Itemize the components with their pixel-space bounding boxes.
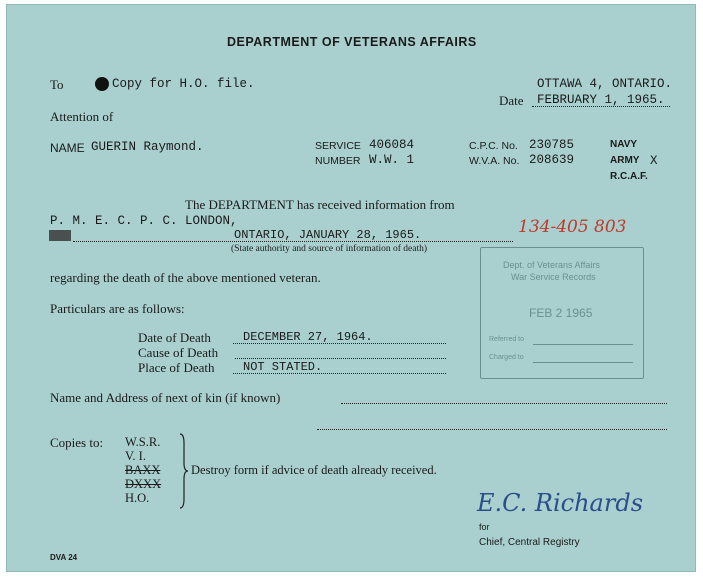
next-of-kin-line1 <box>341 403 667 404</box>
stamp-referred: Referred to <box>489 336 525 343</box>
to-value: Copy for H.O. file. <box>112 77 255 91</box>
attention-label: Attention of <box>50 109 114 124</box>
name-value: GUERIN Raymond. <box>91 140 204 154</box>
source-line2: ONTARIO, JANUARY 28, 1965. <box>234 228 422 242</box>
death-cause-label: Cause of Death <box>138 345 219 360</box>
wva-value: 208639 <box>529 153 575 167</box>
source-caption: (State authority and source of information of death) <box>231 244 428 254</box>
copy-item-wsr: W.S.R. <box>125 435 161 449</box>
info-intro: The DEPARTMENT has received information from <box>185 197 455 212</box>
copy-item-ho: H.O. <box>125 491 150 505</box>
signature-title: Chief, Central Registry <box>479 537 580 548</box>
stamp-date: FEB 2 1965 <box>529 306 593 320</box>
handwritten-signature: E.C. Richards <box>477 489 644 517</box>
brace-icon <box>177 433 189 509</box>
handwritten-reference: 134-405 803 <box>518 217 627 237</box>
death-cause-dotted-line <box>235 358 446 359</box>
copy-item-struck-2: DXXX <box>125 477 162 491</box>
death-date-value: DECEMBER 27, 1964. <box>243 330 373 344</box>
form-code: DVA 24 <box>50 553 78 562</box>
stamp-line2: War Service Records <box>511 272 596 282</box>
branch-navy: NAVY <box>610 139 638 150</box>
death-place-value: NOT STATED. <box>243 360 323 374</box>
wva-label: W.V.A. No. <box>469 155 520 167</box>
number-value: W.W. 1 <box>369 153 415 167</box>
cpc-value: 230785 <box>529 138 575 152</box>
date-label: Date <box>499 93 524 108</box>
regarding-text: regarding the death of the above mentioned veteran. <box>50 270 321 285</box>
signature-for: for <box>479 522 490 532</box>
branch-rcaf: R.C.A.F. <box>610 171 648 182</box>
name-label: NAME <box>50 141 85 155</box>
stamp-line1: Dept. of Veterans Affairs <box>503 260 600 270</box>
branch-army: ARMY <box>610 155 640 166</box>
particulars-heading: Particulars are as follows: <box>50 301 185 316</box>
number-label: NUMBER <box>315 155 361 167</box>
next-of-kin-label: Name and Address of next of kin (if known) <box>50 390 281 405</box>
copies-label: Copies to: <box>50 435 104 450</box>
copy-item-vi: V. I. <box>125 449 146 463</box>
copies-note: Destroy form if advice of death already received. <box>191 463 437 477</box>
source-line1: P. M. E. C. P. C. LONDON, <box>50 214 238 228</box>
service-label: SERVICE <box>315 140 361 152</box>
service-value: 406084 <box>369 138 415 152</box>
next-of-kin-line2 <box>317 429 667 430</box>
received-stamp <box>480 247 644 379</box>
death-place-label: Place of Death <box>138 360 215 375</box>
death-date-label: Date of Death <box>138 330 211 345</box>
copy-item-struck-1: BAXX <box>125 463 161 477</box>
to-label: To <box>50 77 64 92</box>
death-notice-form <box>6 4 696 572</box>
date-value: FEBRUARY 1, 1965. <box>537 93 665 107</box>
redaction-mark <box>49 230 71 241</box>
hole-punch-icon <box>95 77 109 91</box>
branch-mark: X <box>650 154 658 168</box>
stamp-charged: Charged to <box>489 354 524 361</box>
location: OTTAWA 4, ONTARIO. <box>537 77 673 91</box>
form-title: DEPARTMENT OF VETERANS AFFAIRS <box>227 35 477 49</box>
cpc-label: C.P.C. No. <box>469 140 518 152</box>
